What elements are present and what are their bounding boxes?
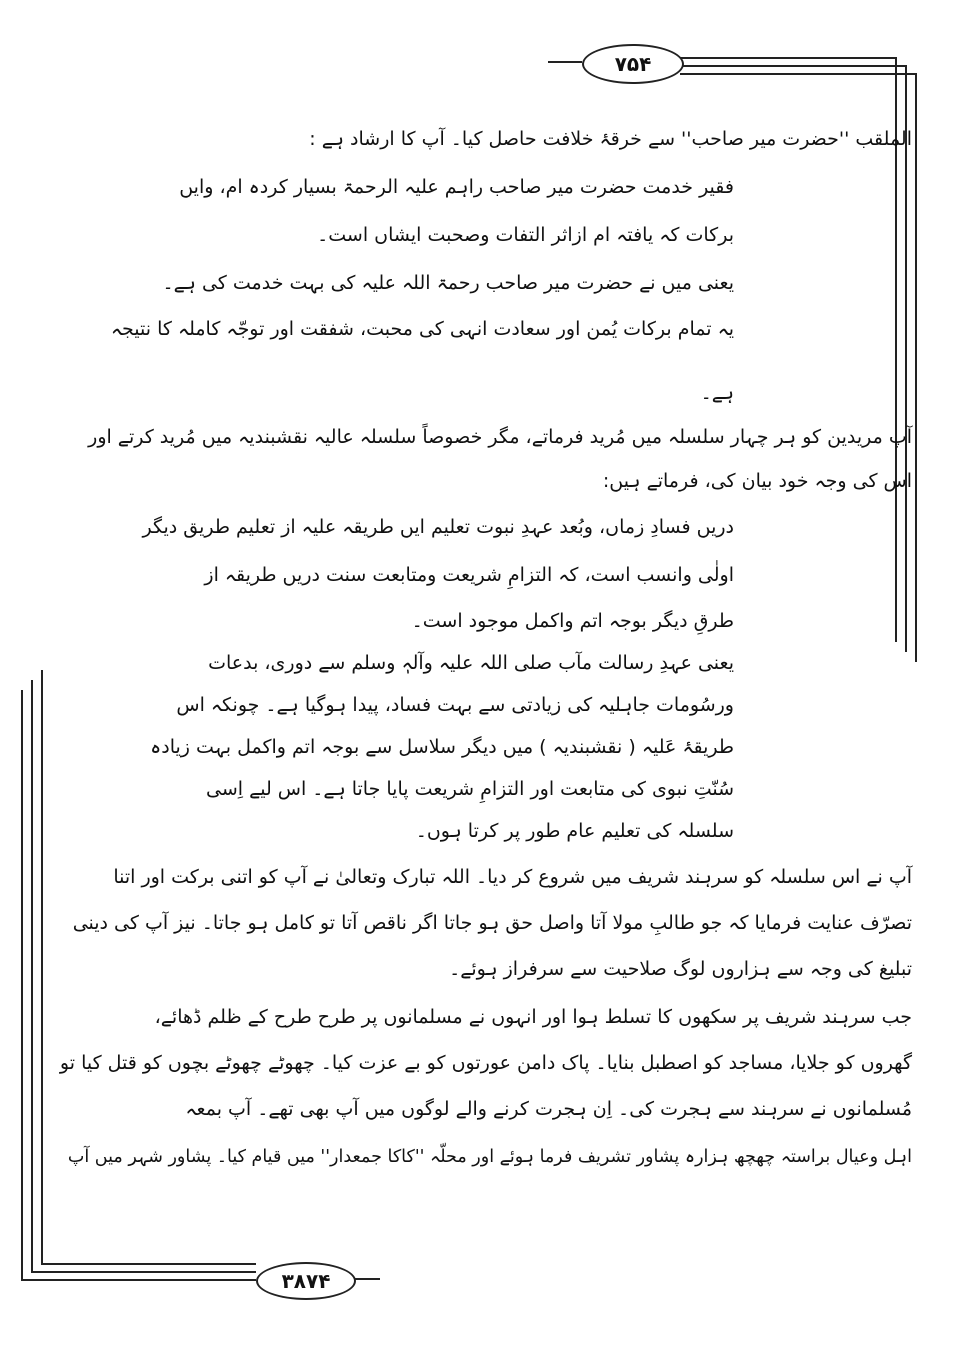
text-line: طرقِ دیگر بوجہ اتم واکمل موجود است۔: [411, 610, 734, 632]
text-line: گھروں کو جلایا، مساجد کو اصطبل بنایا۔ پاک دامن عورتوں کو بے عزت کیا۔ چھوٹے چھوٹے بچوں کو قتل کیا تو: [59, 1052, 912, 1074]
text-line: سلسلہ کی تعلیم عام طور پر کرتا ہوں۔: [415, 820, 734, 842]
text-line: آپ نے اس سلسلہ کو سرہند شریف میں شروع کر دیا۔ اللہ تبارک وتعالیٰ نے آپ کو اتنی برکت اور اتنا: [113, 866, 912, 888]
text-line: ورسُومات جاہلیہ کی زیادتی سے بہت فساد، پیدا ہوگیا ہے۔ چونکہ اس: [176, 694, 734, 716]
text-line: یعنی میں نے حضرت میر صاحب رحمۃ اللہ علیہ کی بہت خدمت کی ہے۔: [162, 272, 734, 294]
text-line: الملقب ''حضرت میر صاحب'' سے خرقۂ خلافت حاصل کیا۔ آپ کا ارشاد ہے :: [309, 128, 912, 150]
text-line: یعنی عہدِ رسالت مآب صلی اللہ علیہ وآلہٖ وسلم سے دوری، بدعات: [208, 652, 734, 674]
text-line: سُنّتِ نبوی کی متابعت اور التزامِ شریعت پایا جاتا ہے۔ اس لیے اِسی: [206, 778, 734, 800]
text-line: تبلیغ کی وجہ سے ہزاروں لوگ صلاحیت سے سرفراز ہوئے۔: [449, 958, 912, 980]
text-line: آپ مریدین کو ہر چہار سلسلہ میں مُرید فرماتے، مگر خصوصاً سلسلہ عالیہ نقشبندیہ میں مُرید کرتے اور: [88, 426, 912, 448]
text-line: طریقۂ عَلیہ ( نقشبندیہ ) میں دیگر سلاسل سے بوجہ اتم واکمل بہت زیادہ: [150, 736, 734, 758]
text-line: مُسلمانوں نے سرہند سے ہجرت کی۔ اِن ہجرت کرنے والے لوگوں میں آپ بھی تھے۔ آپ بمعہ: [185, 1098, 912, 1120]
text-line: اولٰی وانسب است، کہ التزامِ شریعت ومتابعت سنت دریں طریقہ از: [204, 564, 734, 586]
page-number-bottom: ۳۸۷۴: [256, 1262, 356, 1300]
text-line: فقیر خدمت حضرت میر صاحب راہم علیہ الرحمۃ بسیار کردہ ام، وایں: [179, 176, 734, 198]
page-number-top: ۷۵۴: [582, 44, 684, 84]
text-line: ہے۔: [700, 382, 734, 404]
text-line: دریں فسادِ زماں، وبُعد عہدِ نبوت تعلیم ایں طریقہ علیہ از تعلیم طریق دیگر: [142, 516, 734, 538]
text-line: برکات کہ یافتہ ام ازاثر التفات وصحبت ایشاں است۔: [317, 224, 734, 246]
text-line: اہل وعیال براستہ چھچھ ہزارہ پشاور تشریف فرما ہوئے اور محلّہ ''کاکا جمعدار'' میں قیام کیا۔ پشاور شہر میں آپ: [67, 1147, 912, 1167]
text-line: تصرّف عنایت فرمایا کہ جو طالبِ مولا آتا واصل حق ہو جاتا اگر ناقص آتا تو کامل ہو جاتا۔ نیز آپ کی دینی: [72, 912, 912, 934]
text-line: یہ تمام برکات یُمن اور سعادت انہی کی محبت، شفقت اور توجّہ کاملہ کا نتیجہ: [110, 318, 734, 340]
text-line: جب سرہند شریف پر سکھوں کا تسلط ہوا اور انہوں نے مسلمانوں پر طرح طرح کے ظلم ڈھائے،: [154, 1006, 912, 1028]
body-text: [50, 112, 912, 1242]
text-line: اس کی وجہ خود بیان کی، فرماتے ہیں:: [602, 470, 912, 492]
